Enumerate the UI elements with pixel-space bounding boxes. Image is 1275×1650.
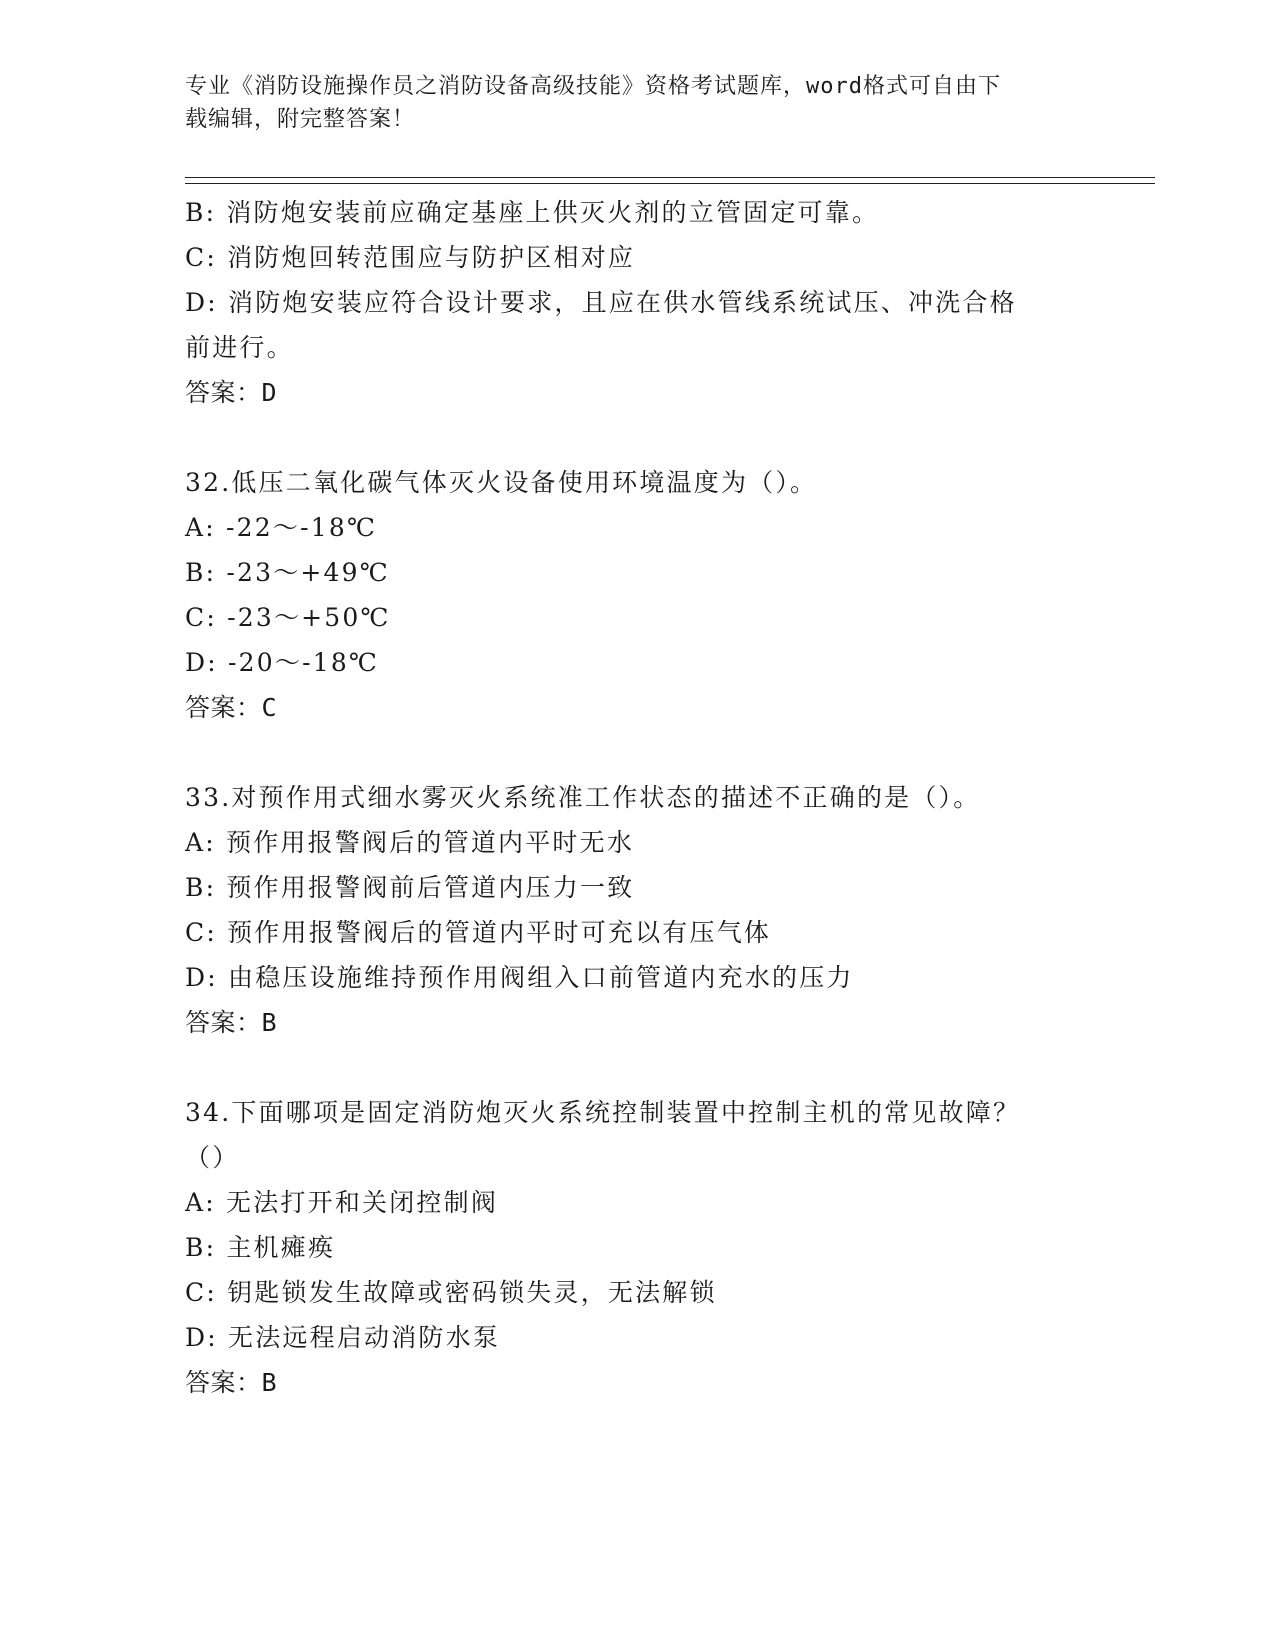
q33-option-b: B: 预作用报警阀前后管道内压力一致 [185, 873, 635, 902]
q34-question-line-1: 34.下面哪项是固定消防炮灭火系统控制装置中控制主机的常见故障？ [185, 1098, 1021, 1127]
header-line-2: 载编辑，附完整答案！ [185, 107, 416, 132]
q33-question: 33.对预作用式细水雾灭火系统准工作状态的描述不正确的是（）。 [185, 783, 981, 812]
q32-question: 32.低压二氧化碳气体灭火设备使用环境温度为（）。 [185, 468, 818, 497]
q32-option-b: B: -23～+49℃ [185, 558, 390, 587]
q33-option-d: D: 由稳压设施维持预作用阀组入口前管道内充水的压力 [185, 963, 854, 992]
q34-option-d: D: 无法远程启动消防水泵 [185, 1323, 501, 1352]
q32-option-a: A: -22～-18℃ [185, 513, 378, 542]
q31-option-d-line-1: D: 消防炮安装应符合设计要求，且应在供水管线系统试压、冲洗合格 [185, 288, 1017, 317]
q32-option-d: D: -20～-18℃ [185, 648, 380, 677]
question-33 [185, 775, 1085, 1045]
q34-option-a: A: 无法打开和关闭控制阀 [185, 1188, 499, 1217]
header-line-1: 专业《消防设施操作员之消防设备高级技能》资格考试题库，word格式可自由下 [185, 74, 1001, 99]
q31-option-c: C: 消防炮回转范围应与防护区相对应 [185, 243, 636, 272]
q31-option-b: B: 消防炮安装前应确定基座上供灭火剂的立管固定可靠。 [185, 198, 880, 227]
q33-option-a: A: 预作用报警阀后的管道内平时无水 [185, 828, 635, 857]
header-divider-bottom [185, 183, 1155, 184]
document-header [185, 70, 1085, 136]
spacer [185, 1045, 1085, 1090]
question-32 [185, 460, 1085, 730]
q31-answer: 答案：D [185, 378, 278, 407]
q33-option-c: C: 预作用报警阀后的管道内平时可充以有压气体 [185, 918, 772, 947]
q32-answer: 答案：C [185, 693, 278, 722]
question-34 [185, 1090, 1085, 1405]
q34-option-b: B: 主机瘫痪 [185, 1233, 336, 1262]
q34-answer: 答案：B [185, 1368, 278, 1397]
header-divider-top [185, 177, 1155, 178]
q33-answer: 答案：B [185, 1008, 278, 1037]
q34-question-line-2: （） [185, 1143, 240, 1172]
spacer [185, 415, 1085, 460]
question-content [185, 190, 1085, 1405]
question-31-tail [185, 190, 1085, 415]
q32-option-c: C: -23～+50℃ [185, 603, 391, 632]
spacer [185, 730, 1085, 775]
q34-option-c: C: 钥匙锁发生故障或密码锁失灵，无法解锁 [185, 1278, 717, 1307]
q31-option-d-line-2: 前进行。 [185, 333, 294, 362]
